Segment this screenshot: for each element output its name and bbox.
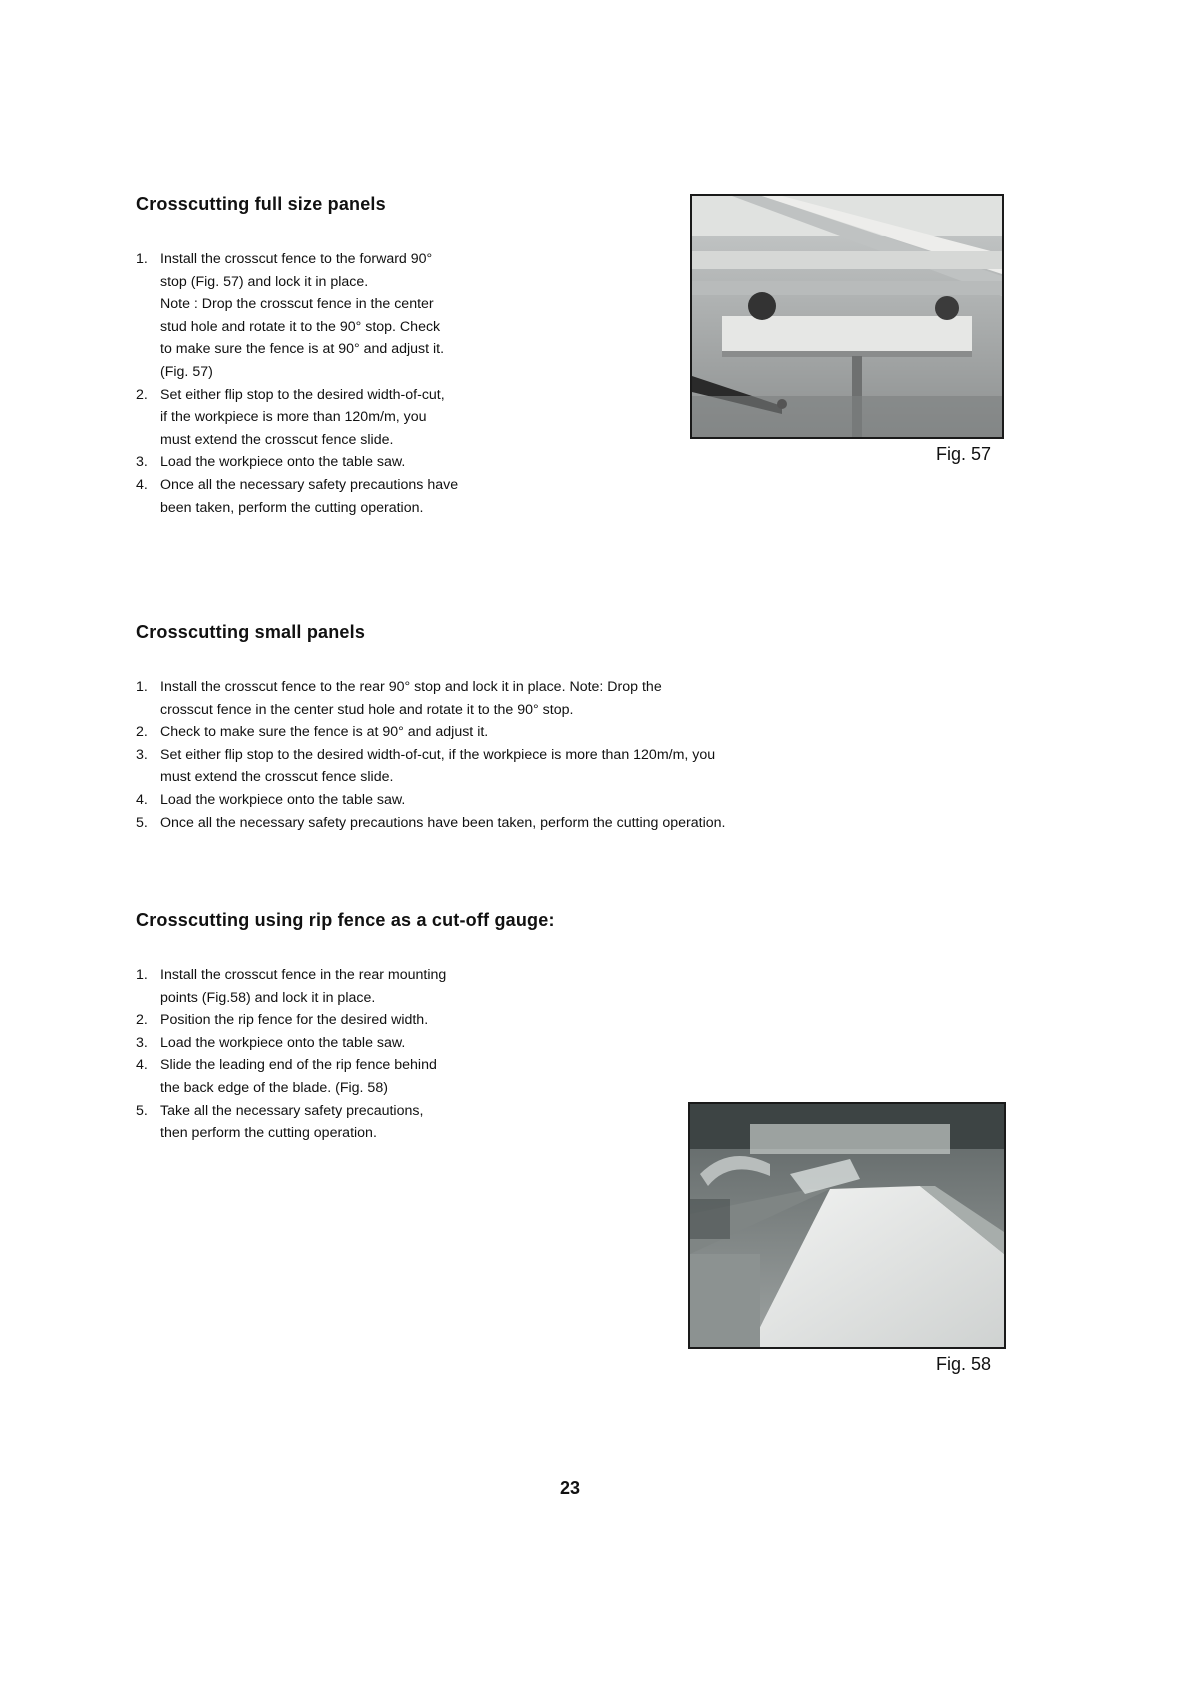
list-item-text: points (Fig.58) and lock it in place. [160,989,376,1006]
list-item-number: 2. [136,724,148,741]
list-item-text: Load the workpiece onto the table saw. [160,454,406,471]
list-item-text: Load the workpiece onto the table saw. [160,791,406,808]
list-item-text: Once all the necessary safety precautions have been taken, perform the cutting operation. [160,814,726,831]
list-item-text: crosscut fence in the center stud hole and rotate it to the 90° stop. [160,701,574,718]
list-item [136,744,896,789]
list-item-text: Note : Drop the crosscut fence in the center [160,296,434,313]
list-item-text: Install the crosscut fence to the rear 90° stop and lock it in place. Note: Drop the [160,679,662,695]
section2-heading: Crosscutting small panels [136,622,366,642]
list-item [136,474,556,519]
list-item [136,451,556,474]
list-item-number: 4. [136,476,148,493]
list-item-number: 3. [136,1034,148,1051]
list-item-text: Take all the necessary safety precautions, [160,1102,424,1119]
list-item-text: Set either flip stop to the desired width-of-cut, [160,386,445,403]
list-item-number: 1. [136,967,148,983]
list-item-number: 3. [136,454,148,471]
list-item-text: Install the crosscut fence to the forward 90° [160,251,433,267]
list-item-number: 2. [136,1012,148,1029]
list-item-text: been taken, perform the cutting operation. [160,499,424,516]
section1-heading: Crosscutting full size panels [136,194,386,214]
list-item-number: 4. [136,791,148,808]
list-item-text: to make sure the fence is at 90° and adjust it. [160,341,445,358]
list-item-text: Install the crosscut fence in the rear mounting [160,967,447,983]
list-item [136,384,556,452]
list-item-text: then perform the cutting operation. [160,1125,377,1142]
page-number: 23 [560,1478,581,1498]
list-item-text: the back edge of the blade. (Fig. 58) [160,1079,388,1096]
list-item [136,1032,556,1055]
list-item-text: must extend the crosscut fence slide. [160,431,394,448]
section1-list [136,248,556,519]
fig58-photo [688,1102,1006,1349]
list-item-text: Set either flip stop to the desired width-of-cut, if the workpiece is more than 120m/m, you [160,746,716,763]
list-item-text: (Fig. 57) [160,363,213,380]
fig57-photo [690,194,1004,439]
list-item-text: if the workpiece is more than 120m/m, you [160,409,427,426]
list-item [136,1009,556,1032]
list-item-number: 3. [136,746,148,763]
list-item [136,812,896,835]
list-item [136,789,896,812]
list-item [136,1100,556,1145]
list-item [136,964,556,1009]
list-item-number: 2. [136,386,148,403]
section3-heading: Crosscutting using rip fence as a cut-off gauge: [136,910,555,930]
list-item [136,676,896,721]
list-item-text: Once all the necessary safety precautions have [160,476,459,493]
section2-list [136,676,896,834]
fig57-caption: Fig. 57 [936,444,992,464]
list-item-text: stud hole and rotate it to the 90° stop. Check [160,318,441,335]
section3-list [136,964,556,1145]
list-item-text: must extend the crosscut fence slide. [160,769,394,786]
list-item-number: 5. [136,814,148,831]
list-item-text: Check to make sure the fence is at 90° and adjust it. [160,724,489,741]
list-item-number: 4. [136,1057,148,1074]
list-item-number: 1. [136,251,148,267]
fig58-caption: Fig. 58 [936,1354,992,1374]
list-item [136,1054,556,1099]
list-item-number: 1. [136,679,148,695]
list-item-text: Load the workpiece onto the table saw. [160,1034,406,1051]
list-item-text: stop (Fig. 57) and lock it in place. [160,273,369,290]
list-item-number: 5. [136,1102,148,1119]
list-item [136,248,556,384]
list-item [136,721,896,744]
list-item-text: Position the rip fence for the desired width. [160,1012,429,1029]
list-item-text: Slide the leading end of the rip fence behind [160,1057,437,1074]
